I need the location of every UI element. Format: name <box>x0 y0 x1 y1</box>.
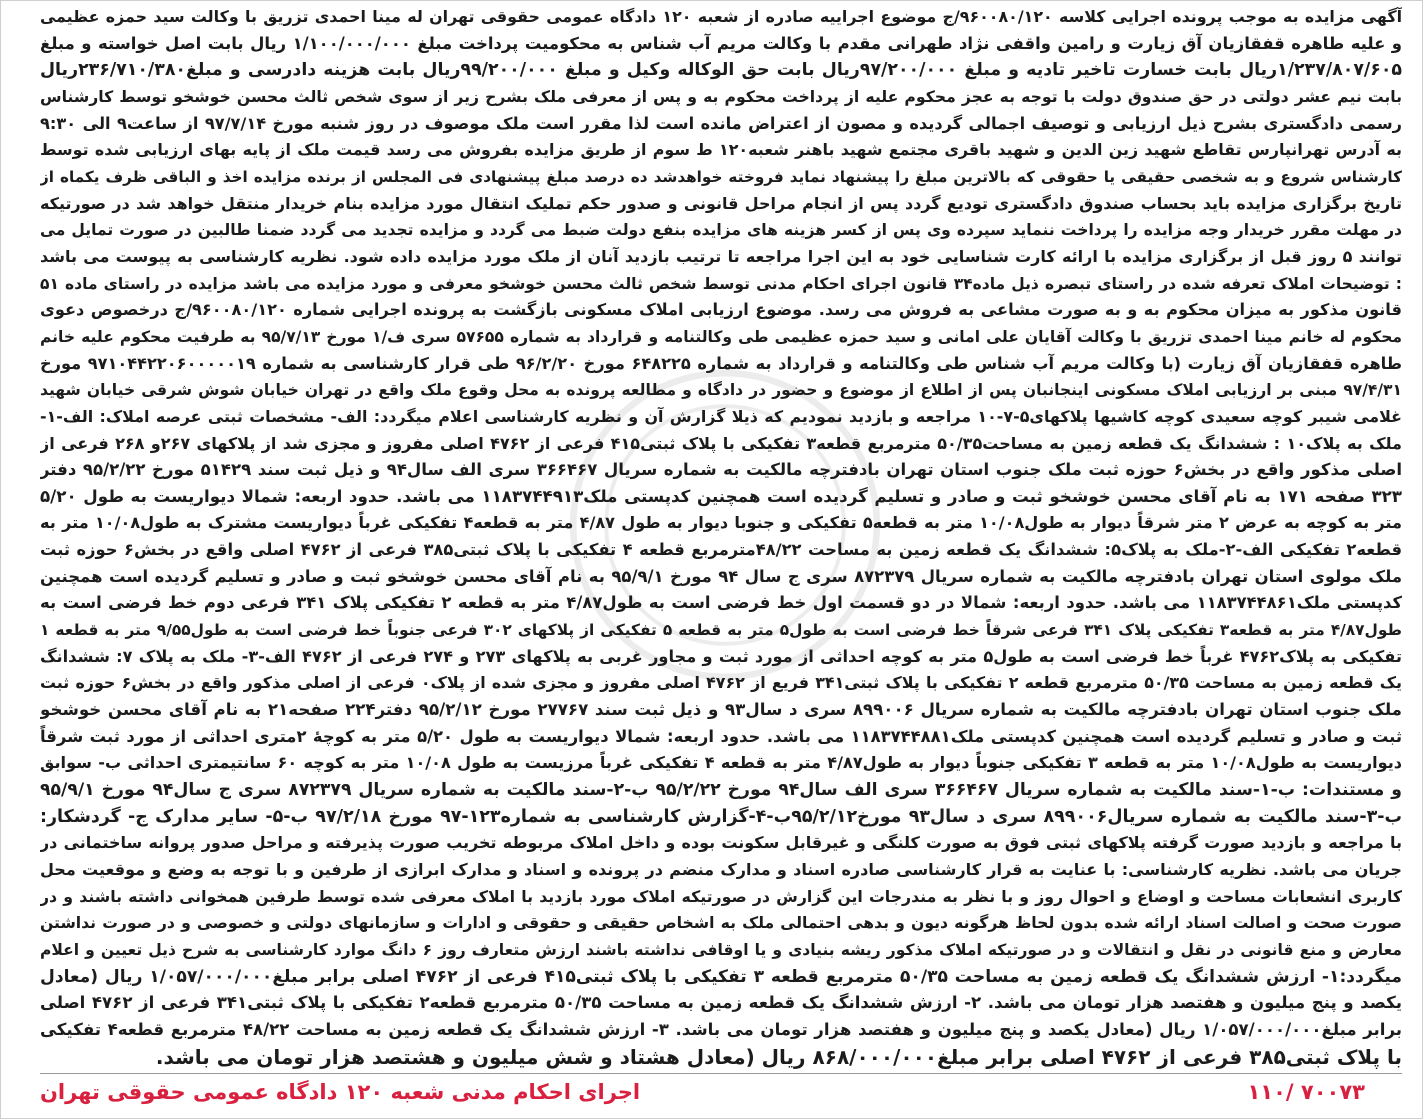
notice-line: کدپستی ملک۱۱۸۳۷۴۴۸۶۱ می باشد. حدود اربعه: شمالا در دو قسمت اول خط فرضی است به طول۴/۸۷ متر به قطعه ۲ تفکیکی پلاک ۳۴۱ فرعی دوم خط فرضی است به <box>40 593 1402 613</box>
notice-line: غلامی شیبر کوچه سعیدی کوچه کاشیها پلاکهای۵-۷-۱۰ مراجعه و بازدید نمودیم که ذیلا گزارش آن و نظریه کارشناسی اعلام میگردد: الف- مشخصات ثبتی عرصه املاک: الف-۱- <box>40 406 1402 426</box>
notice-line: به آدرس تهرانپارس تقاطع شهید زین الدین و شهید باقری مجتمع شهید باهنر شعبه۱۲۰ ط سوم از طریق مزایده بفروش می رسد قیمت ملک از پایه بهای ارزیابی شده توسط <box>40 140 1402 160</box>
notice-line: ب-۳-سند مالکیت به شماره سریال۸۹۹۰۰۶ سری د سال۹۳ مورخ۹۵/۲/۱۲ب-۴-گزارش کارشناسی به شماره۱۲۳-۹۷ مورخ ۹۷/۲/۱۸ ب-۵- سایر مدارک ج- گردشکار: <box>40 806 1402 827</box>
notice-line: رسمی دادگستری بشرح ذیل ارزیابی و توصیف اجمالی گردیده و مصون از اعتراض مانده است لذا مقرر است ملک موصوف در روز شنبه مورخ ۹۷/۷/۱۴ از ساعت۹ الی ۹:۳۰ <box>40 113 1402 133</box>
notice-line: و علیه طاهره قفقازیان آق زیارت و رامین واقفی نژاد طهرانی مقدم با وکالت مریم آب شناس به محکومیت پرداخت مبلغ ۱/۱۰۰/۰۰۰/۰۰۰ ریال بابت اصل خواسته و مبلغ <box>40 33 1402 53</box>
notice-line: با مراجعه و بازدید صورت گرفته پلاکهای ثبتی فوق به صورت کلنگی و غیرقابل سکونت بوده و داخل املاک مربوطه تخریب صورت پذیرفته و مراحل صدور پروانه ساختمانی در <box>40 833 1402 853</box>
notice-line: و مستندات: ب-۱-سند مالکیت به شماره سریال ۳۶۶۴۶۷ سری الف سال۹۴ مورخ ۹۵/۲/۲۲ ب-۲-سند مالکیت به شماره سریال ۸۷۲۳۷۹ سری ج سال۹۴ مورخ ۹۵/۹/۱ <box>40 780 1402 801</box>
notice-line: جریان می باشد. نظریه کارشناسی: با عنایت به قرار کارشناسی صادره اسناد و مدارک منضم در پرونده و اسناد و مدارک ابرازی از طرفین و با توجه به وضع و موقعیت محل <box>40 860 1402 879</box>
footer-reference-number: ۱۱۰/ ۷۰۰۷۳ <box>1247 1080 1365 1104</box>
notice-body <box>40 4 1402 1070</box>
notice-line: بابت نیم عشر دولتی در حق صندوق دولت با توجه به عجز محکوم علیه از پرداخت محکوم به و پس از معرفی ملک بشرح زیر از سوی شخص ثالث محسن خوشخو توسط کارشناس <box>40 86 1402 106</box>
notice-line: قطعه۲ تفکیکی الف-۲-ملک به پلاک۵: ششدانگ یک قطعه زمین به مساحت ۴۸/۲۲مترمربع قطعه ۴ تفکیکی با پلاک ثبتی۳۸۵ فرعی از ۴۷۶۲ اصلی واقع در بخش۶ حوزه ثبت <box>40 540 1402 560</box>
footer-issuer: اجرای احکام مدنی شعبه ۱۲۰ دادگاه عمومی حقوقی تهران <box>40 1080 641 1104</box>
notice-line: متر به کوچه به عرض ۲ متر شرقاً دیوار به طول۱۰/۰۸ متر به قطعه۵ تفکیکی و جنوبا دیوار به طول ۴/۸۷ متر به قطعه۴ تفکیکی غرباً دیواریست مشترک به طول۱۰/۰۸ متر به <box>40 513 1402 533</box>
notice-line: توانند ۵ روز قبل از برگزاری مزایده با ارائه کارت شناسایی خود به این اجرا مراجعه تا ترتیب بازدید آنان از ملک مورد مزایده داده شود. نظریه کارشناسی به پیوست می باشد <box>40 246 1402 266</box>
notice-line: میگردد:۱- ارزش ششدانگ یک قطعه زمین به مساحت ۵۰/۳۵ مترمربع قطعه ۳ تفکیکی با پلاک ثبتی۴۱۵ فرعی از ۴۷۶۲ اصلی برابر مبلغ۱/۰۵۷/۰۰۰/۰۰۰ ریال (معادل <box>40 966 1402 987</box>
notice-line: ۹۷/۴/۳۱ مبنی بر ارزیابی املاک مسکونی اینجانبان پس از اطلاع از موضوع و حضور در دادگاه و مطالعه پرونده به محل وقوع ملک واقع در تهران خیابان شوش شرقی خیابان شهید <box>40 381 1402 400</box>
notice-line: یک قطعه زمین به مساحت ۵۰/۳۵ مترمربع قطعه ۲ تفکیکی با پلاک ثبتی۳۴۱ فریع از ۴۷۶۲ اصلی مفروز و مجزی شده از پلاک۰ فرعی از اصلی مذکور واقع در بخش۶ حوزه ثبت <box>40 673 1402 693</box>
notice-line: معارض و منع قانونی در نقل و انتقالات و در صورتیکه املاک مذکور ریشه بنیادی و یا اوقافی نداشته باشند ارزش متعارف روز ۶ دانگ موارد کارشناسی به شرح ذیل تعیین و اعلام <box>40 940 1402 959</box>
notice-line: آگهی مزایده به موجب پرونده اجرایی کلاسه ۹۶۰۰۸۰/۱۲۰/ج موضوع اجراییه صادره از شعبه ۱۲۰ دادگاه عمومی حقوقی تهران له مینا احمدی تزریق با وکالت سید حمزه عظیمی <box>40 7 1402 26</box>
notice-line: طول۴/۸۷ متر به قطعه۳ تفکیکی پلاک ۳۴۱ فرعی شرقاً خط فرضی است به طول۵ متر به قطعه ۵ تفکیکی از پلاکهای ۳۰۲ فرعی جنوباً خط فرضی است به طول۹/۵۵ متر به قطعه ۱ <box>40 621 1402 640</box>
notice-line: ملک جنوب استان تهران بادفترچه مالکیت به شماره سریال ۸۹۹۰۰۶ سری د سال۹۳ و ذیل ثبت سند ۲۷۷۶۷ مورخ ۹۵/۲/۱۲ دفتر۲۲۴ صفحه۲۱ به نام آقای محسن خوشخو <box>40 700 1402 720</box>
notice-line: دیواریست به طول۱۰/۰۸ متر به قطعه ۳ تفکیکی جنوباً دیوار به طول۴/۸۷ متر به قطعه ۴ تفکیکی غرباً مرزیست به طول ۱۰/۰۸ متر به کوچه ۶۰ سانتیمتری احداثی ب- سوابق <box>40 753 1402 773</box>
notice-line: کاربری انشعابات مساحت و اوضاع و احوال روز و با نظر به مندرجات این گزارش در صورتیکه املاک مورد بازدید با املاک معرفی شده توسط طرفین همخوانی داشته باشند و در <box>40 886 1402 906</box>
footer-divider <box>40 1073 1402 1074</box>
notice-line: طاهره قفقازیان آق زیارت (با وکالت مریم آب شناس طی وکالتنامه و قرارداد به شماره ۶۴۸۲۲۵ مورخ ۹۶/۲/۲۰ طی قرار کارشناسی به شماره ۹۷۱۰۴۴۲۲۰۶۰۰۰۰۰۱۹ مورخ <box>40 353 1402 373</box>
notice-line: قانون مذکور به میزان محکوم به و به صورت مشاعی به فروش می رسد. موضوع ارزیابی املاک مسکونی بازگشت به پرونده اجرایی شماره ۹۶۰۰۸۰/۱۲۰/ج درخصوص دعوی <box>40 300 1402 320</box>
notice-line: ملک به پلاک۱۰ : ششدانگ یک قطعه زمین به مساحت۵۰/۳۵ مترمربع قطعه۳ تفکیکی با پلاک ثبتی۴۱۵ فرعی از ۴۷۶۲ اصلی مفروز و مجزی شد از پلاکهای ۲۶۷و ۲۶۸ فرعی از <box>40 433 1402 453</box>
notice-line: در مهلت مقرر خریدار وجه مزایده را پرداخت ننماید سپرده وی پس از کسر هزینه های مزایده بنفع دولت ضبط می گردد و مزایده تجدید می گردد ضمنا طالبین در صورت تمایل می <box>40 221 1402 240</box>
notice-line: صورت صحت و اصالت اسناد ارائه شده بدون لحاظ هرگونه دیون و بدهی احتمالی ملک به اشخاص حقیقی و حقوقی و ادارات و سازمانهای دولتی و خصوصی و در صورت نداشتن <box>40 913 1402 933</box>
notice-line: ۳۲۳ صفحه ۱۷۱ به نام آقای محسن خوشخو ثبت و صادر و تسلیم گردیده است همچنین کدپستی ملک۱۱۸۳۷۴۴۹۱۳ می باشد. حدود اربعه: شمالا دیواریست به طول ۵/۲۰ <box>40 486 1402 506</box>
notice-line: ثبت و صادر و تسلیم گردیده است همچنین کدپستی ملک۱۱۸۳۷۴۴۸۸۱ می باشد. حدود اربعه: شمالا دیواریست به طول ۵/۲۰ متر به کوچۀ ۲متری احداثی از مورد ثبت شرقاً <box>40 726 1402 746</box>
notice-line: ۱/۲۳۷/۸۰۷/۶۰۵ریال بابت خسارت تاخیر تادیه و مبلغ ۹۷/۲۰۰/۰۰۰ریال بابت حق الوکاله وکیل و مبلغ ۹۹/۲۰۰/۰۰۰ریال بابت هزینه دادرسی و مبلغ۲۳۶/۷۱۰/۳۸۰ریال <box>40 60 1402 81</box>
notice-line: اصلی مذکور واقع در بخش۶ حوزه ثبت ملک جنوب استان تهران بادفترچه مالکیت به شماره سریال ۳۶۶۴۶۷ سری الف سال۹۴ و ذیل ثبت سند ۵۱۴۲۹ مورخ ۹۵/۲/۲۲ دفتر <box>40 460 1402 480</box>
notice-line: کارشناس شروع و به شخصی حقیقی یا حقوقی که بالاترین مبلغ را پیشنهاد نماید فروخته خواهدشد ده درصد مبلغ پیشنهادی فی المجلس از برنده مزایده اخذ و الباقی ظرف یکماه از <box>40 167 1402 186</box>
notice-line: با پلاک ثبتی۳۸۵ فرعی از ۴۷۶۲ اصلی برابر مبلغ۸۶۸/۰۰۰/۰۰۰ ریال (معادل هشتاد و شش میلیون و هشتصد هزار تومان می باشد. <box>155 1044 1402 1069</box>
notice-line: محکوم له خانم مینا احمدی تزریق با وکالت آقایان علی امانی و سید حمزه عظیمی طی وکالتنامه و قرارداد به شماره ۵۷۶۵۵ سری ف/۱ مورخ ۹۵/۷/۱۳ به طرفیت محکوم علیه خانم <box>40 327 1402 346</box>
notice-line: برابر مبلغ۱/۰۵۷/۰۰۰/۰۰۰ ریال (معادل یکصد و پنج میلیون و هفتصد هزار تومان می باشد. ۳- ارزش ششدانگ یک قطعه زمین به مساحت ۴۸/۲۲ مترمربع قطعه۴ تفکیکی <box>40 1019 1402 1039</box>
notice-line: : توضیحات املاک تعرفه شده در راستای تبصره ذیل ماده۳۴ قانون اجرای احکام مدنی توسط شخص ثالث محسن خوشخو معرفی و مورد مزایده می باشد مزایده در راستای ماده ۵۱ <box>40 274 1402 293</box>
notice-line: ملک مولوی استان تهران بادفترچه مالکیت به شماره سریال ۸۷۲۳۷۹ سری ج سال ۹۴ مورخ ۹۵/۹/۱ به نام آقای محسن خوشخو ثبت و صادر و تسلیم گردیده است همچنین <box>40 566 1402 586</box>
notice-line: تاریخ برگزاری مزایده باید بحساب صندوق دادگستری تودیع گردد پس از انجام مراحل قانونی و صدور حکم تملیک انتقال مورد مزایده بنام خریدار منتقل خواهد شد در صورتیکه <box>40 193 1402 213</box>
notice-line: تفکیکی به پلاک۴۷۶۲ غرباً خط فرضی است به طول۵ متر به کوچه احداثی از مورد ثبت و مجاور غربی به پلاکهای ۲۷۳ و ۲۷۴ فرعی از ۴۷۶۲ الف-۳- ملک به پلاک ۷: ششدانگ <box>40 646 1402 666</box>
notice-line: یکصد و پنج میلیون و هفتصد هزار تومان می باشد. ۲- ارزش ششدانگ یک قطعه زمین به مساحت ۵۰/۳۵ مترمربع قطعه۲ تفکیکی با پلاک ثبتی۳۴۱ فرعی از ۴۷۶۲ اصلی <box>40 993 1402 1013</box>
